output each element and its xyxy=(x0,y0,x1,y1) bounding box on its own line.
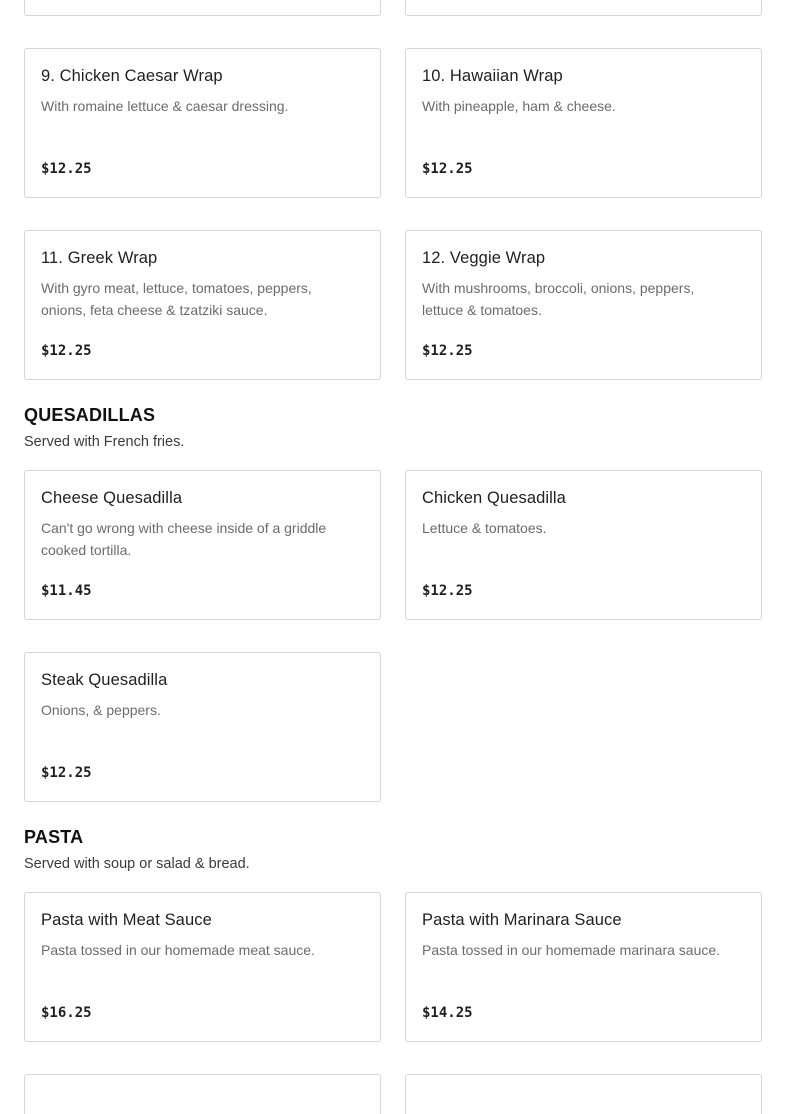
section-subtitle-quesadillas: Served with French fries. xyxy=(24,434,185,450)
menu-item-card[interactable] xyxy=(24,48,381,198)
menu-item-name: 9. Chicken Caesar Wrap xyxy=(41,67,223,85)
menu-item-price: $12.25 xyxy=(41,343,92,359)
menu-item-price: $12.25 xyxy=(41,161,92,177)
menu-item-name: Chicken Quesadilla xyxy=(422,489,566,507)
menu-item-price: $12.25 xyxy=(422,343,473,359)
section-title-pasta: PASTA xyxy=(24,827,84,847)
menu-item-card[interactable] xyxy=(405,470,762,620)
menu-item-description: Pasta tossed in our homemade marinara sauce. xyxy=(422,942,721,958)
menu-item-name: Cheese Quesadilla xyxy=(41,489,183,507)
menu-item-name: 11. Greek Wrap xyxy=(41,249,158,267)
menu-item-price: $12.25 xyxy=(422,583,473,599)
menu-item-price: $12.25 xyxy=(422,161,473,177)
menu-item-card[interactable] xyxy=(24,230,381,380)
menu-item-price: $14.25 xyxy=(422,1005,473,1021)
menu-item-card[interactable] xyxy=(24,652,381,802)
menu-item-description: Onions, & peppers. xyxy=(41,702,161,718)
menu-item-card[interactable] xyxy=(24,470,381,620)
menu-item-card[interactable] xyxy=(405,892,762,1042)
menu-item-description: With mushrooms, broccoli, onions, peppers, lettuce & tomatoes. xyxy=(422,280,695,318)
menu-item-description: Can't go wrong with cheese inside of a griddle cooked tortilla. xyxy=(41,520,327,558)
menu-item-card[interactable] xyxy=(405,0,762,16)
menu-item-name: 12. Veggie Wrap xyxy=(422,249,546,267)
menu-item-name: 10. Hawaiian Wrap xyxy=(422,67,563,85)
menu-item-description: With romaine lettuce & caesar dressing. xyxy=(41,98,289,114)
menu-item-price: $16.25 xyxy=(41,1005,92,1021)
menu-item-price: $12.25 xyxy=(41,765,92,781)
menu-item-card[interactable] xyxy=(24,892,381,1042)
menu-item-card[interactable] xyxy=(405,1074,762,1114)
section-title-quesadillas: QUESADILLAS xyxy=(24,405,156,425)
menu-item-card[interactable] xyxy=(405,230,762,380)
menu-item-name: Pasta with Meat Sauce xyxy=(41,911,212,929)
menu-item-description: With pineapple, ham & cheese. xyxy=(422,98,616,114)
menu-item-description: With gyro meat, lettuce, tomatoes, peppers, onions, feta cheese & tzatziki sauce. xyxy=(41,280,312,318)
menu-item-name: Pasta with Marinara Sauce xyxy=(422,911,622,929)
menu-item-description: Lettuce & tomatoes. xyxy=(422,520,547,536)
section-subtitle-pasta: Served with soup or salad & bread. xyxy=(24,856,250,872)
menu-item-price: $11.45 xyxy=(41,583,92,599)
menu-item-card[interactable] xyxy=(24,0,381,16)
menu-item-name: Steak Quesadilla xyxy=(41,671,168,689)
menu-item-description: Pasta tossed in our homemade meat sauce. xyxy=(41,942,315,958)
menu-item-card[interactable] xyxy=(24,1074,381,1114)
menu-item-card[interactable] xyxy=(405,48,762,198)
